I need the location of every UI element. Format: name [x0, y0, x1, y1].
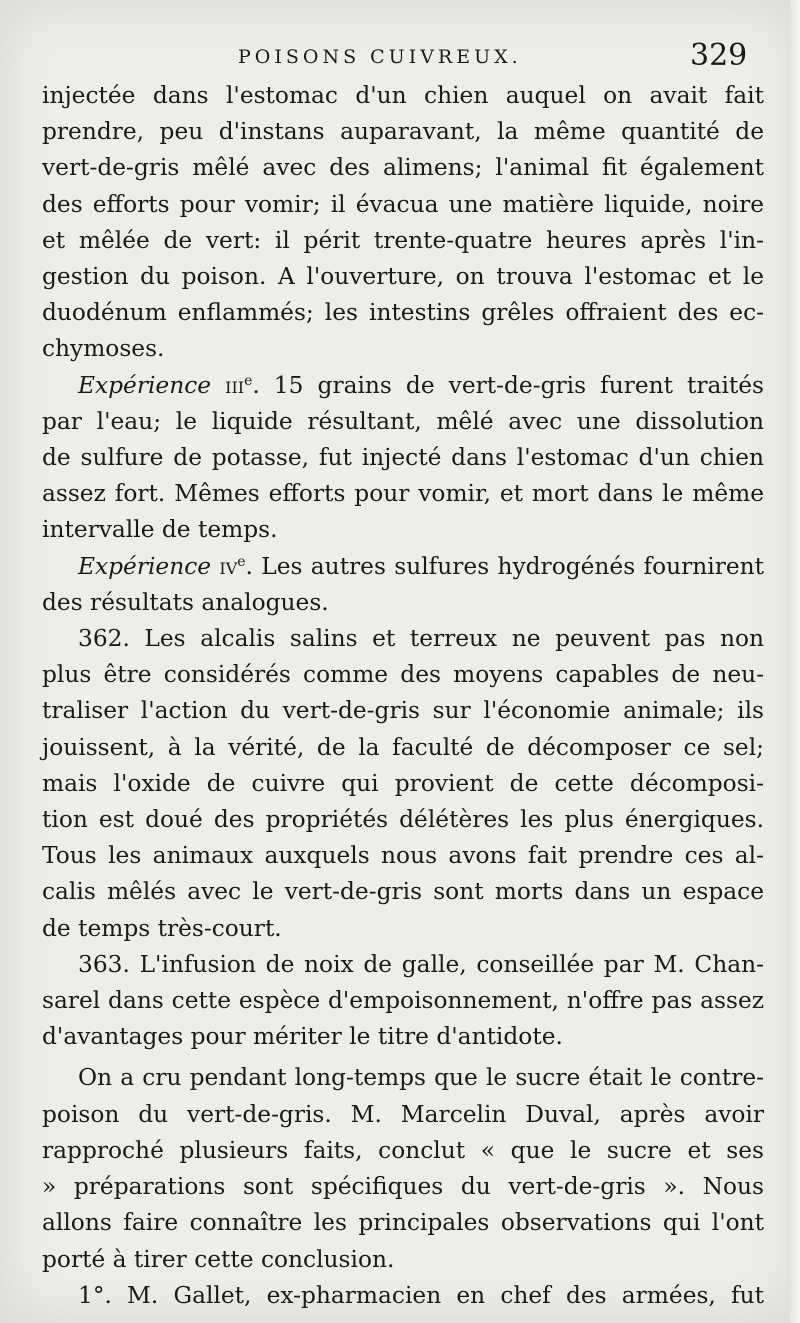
paragraph-gallet — [42, 1278, 764, 1314]
text-line: de sulfure de potasse, fut injecté dans l'estomac d'un chien — [42, 444, 764, 472]
text-line: vert-de-gris mêlé avec des alimens; l'animal fit également — [42, 154, 764, 182]
running-head: POISONS CUIVREUX. — [238, 46, 522, 68]
text-line: duodénum enflammés; les intestins grêles offraient des ec- — [42, 299, 764, 327]
text-line: par l'eau; le liquide résultant, mêlé avec une dissolution — [42, 407, 764, 435]
text-line: intervalle de temps. — [42, 516, 278, 544]
experience-label: Expérience — [78, 371, 212, 399]
experience-number: iii$^e$ — [225, 371, 253, 399]
experience-text: . Les autres sulfures hydrogénés fournirent — [245, 552, 765, 580]
text-line: 363. L'infusion de noix de galle, conseillée par M. Chan- — [78, 950, 764, 978]
text-line-first — [42, 549, 764, 585]
experience-label: Expérience — [78, 552, 212, 580]
text-line: plus être considérés comme des moyens capables de neu- — [42, 661, 764, 689]
text-line: sarel dans cette espèce d'empoisonnement, n'offre pas assez — [42, 987, 764, 1015]
paragraph — [42, 78, 764, 368]
text-line: chymoses. — [42, 335, 165, 363]
text-line: et mêlée de vert: il périt trente-quatre heures après l'in- — [42, 226, 764, 254]
text-line: de temps très-court. — [42, 914, 282, 942]
text-line: prendre, peu d'instans auparavant, la même quantité de — [42, 118, 764, 146]
text-line: porté à tirer cette conclusion. — [42, 1245, 395, 1273]
text-line: Tous les animaux auxquels nous avons fait prendre ces al- — [42, 842, 764, 870]
paragraph-363 — [42, 947, 764, 1056]
page-body — [42, 78, 764, 1314]
text-line: mais l'oxide de cuivre qui provient de cette décomposi- — [42, 769, 764, 797]
text-line: assez fort. Mêmes efforts pour vomir, et mort dans le même — [42, 480, 764, 508]
experience-number: $iv^e$ — [219, 552, 246, 580]
text-line: 1°. M. Gallet, ex-pharmacien en chef des armées, fut — [78, 1281, 764, 1309]
text-line-first — [42, 368, 764, 404]
paragraph-sucre — [42, 1060, 764, 1277]
text-line: allons faire connaître les principales observations qui l'ont — [42, 1209, 764, 1237]
text-line: tion est doué des propriétés délétères les plus énergiques. — [42, 806, 764, 834]
text-line: des efforts pour vomir; il évacua une matière liquide, noire — [42, 190, 764, 218]
paragraph-362 — [42, 621, 764, 947]
page-header — [0, 38, 800, 78]
text-line: gestion du poison. A l'ouverture, on trouva l'estomac et le — [42, 263, 764, 291]
paragraph-experience-4 — [42, 549, 764, 621]
text-line: On a cru pendant long-temps que le sucre était le contre- — [78, 1064, 764, 1092]
text-line: 362. Les alcalis salins et terreux ne peuvent pas non — [78, 625, 764, 653]
text-line: calis mêlés avec le vert-de-gris sont morts dans un espace — [42, 878, 764, 906]
text-line: d'avantages pour mériter le titre d'antidote. — [42, 1023, 563, 1051]
page-edge — [790, 0, 800, 1323]
text-line: poison du vert-de-gris. M. Marcelin Duval, après avoir — [42, 1100, 764, 1128]
page-number: 329 — [690, 38, 748, 73]
experience-text: . 15 grains de vert-de-gris furent traités — [252, 371, 764, 399]
text-line: des résultats analogues. — [42, 588, 329, 616]
text-line: traliser l'action du vert-de-gris sur l'économie animale; ils — [42, 697, 764, 725]
text-line: injectée dans l'estomac d'un chien auquel on avait fait — [42, 82, 764, 109]
paragraph-experience-3 — [42, 368, 764, 549]
text-line: rapproché plusieurs faits, conclut « que le sucre et ses — [42, 1136, 764, 1164]
text-line: jouissent, à la vérité, de la faculté de décomposer ce sel; — [42, 733, 764, 761]
text-line: » préparations sont spécifiques du vert-de-gris ». Nous — [42, 1173, 764, 1201]
